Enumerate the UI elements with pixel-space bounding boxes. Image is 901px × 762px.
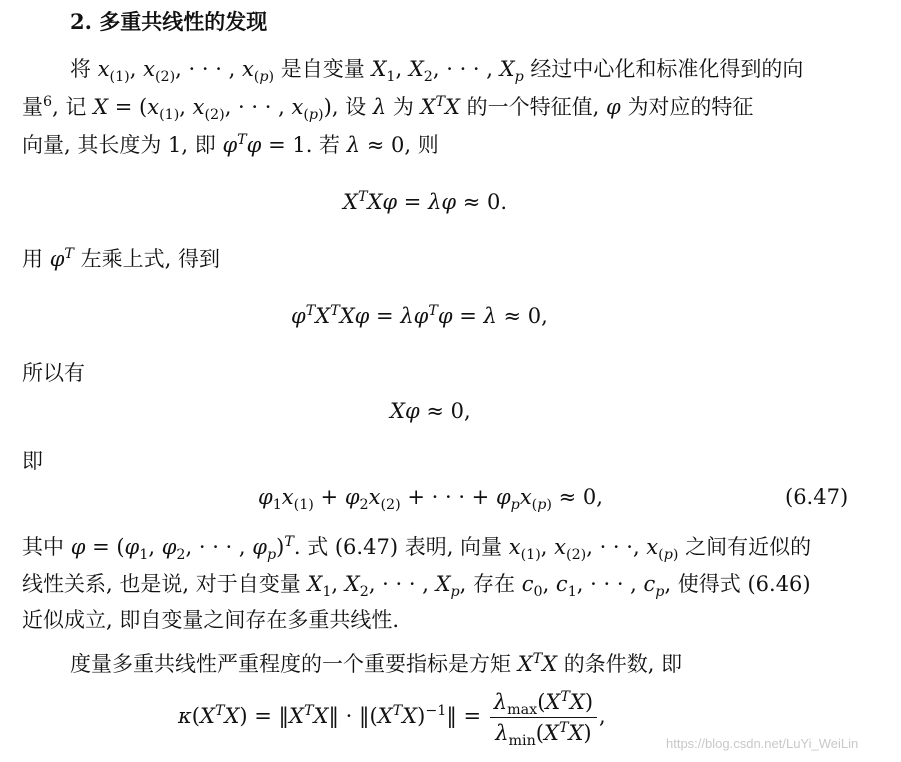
equation-3: Xφ ≈ 0,	[390, 399, 471, 423]
text: 为	[392, 95, 414, 119]
fraction: $\frac{\lambda_{max}(X^TX)}{\lambda_{min}(X^TX)}$	[490, 687, 597, 748]
footnote-marker: 6	[43, 94, 53, 111]
text: , 则	[404, 133, 439, 157]
text: 用	[22, 247, 43, 271]
equation-5: $\kappa(X^TX)$ = $‖X^TX‖$ · $‖(X^TX)^{-1}‖$ = $\frac{\lambda_{max}(X^TX)}{\lambda_{min}(X^TX)}$ ,	[178, 686, 606, 748]
equation-4: $\varphi_1x_{(1)} + \varphi_2x_{(2)}$ + · · · + $\varphi_px_{(p)} \approx 0$,	[258, 485, 603, 513]
text: , 使得式 (6.46)	[664, 572, 811, 596]
text: 将	[70, 57, 91, 81]
text: 量	[22, 95, 43, 119]
paragraph-2-line-1: 其中 $\varphi = (\varphi_1$, $\varphi_2$, · · · , $\varphi_p)^T$. 式 (6.47) 表明, 向量 $x_{(1)}$, $x_{(2)}$, · · ·, $x_{(p)}$ 之间有近似的	[22, 534, 812, 563]
text: 左乘上式, 得到	[80, 247, 220, 271]
equation-1: $X^TX\varphi = \lambda\varphi \approx 0$.	[343, 189, 508, 214]
text-so: 所以有	[22, 361, 85, 385]
text: 的条件数, 即	[563, 652, 683, 676]
equation-label: (6.47)	[785, 485, 849, 509]
text: 线性关系, 也是说, 对于自变量	[22, 572, 301, 596]
text: 向量, 其长度为 1, 即	[22, 133, 216, 157]
text: 是自变量	[280, 57, 365, 81]
text: , 记	[52, 95, 87, 119]
text: 其中	[22, 535, 64, 559]
text: , 设	[331, 95, 367, 119]
text: 为对应的特征	[627, 95, 754, 119]
paragraph-1-line-1: 将 $x_{(1)}$, $x_{(2)}$, · · · , $x_{(p)}$ 是自变量 $X_1$, $X_2$, · · · , $X_p$ 经过中心化和标准化得到的向	[70, 57, 804, 85]
text-left-multiply: 用 $\varphi^T$ 左乘上式, 得到	[22, 246, 220, 271]
text: , 存在	[459, 572, 516, 596]
text: 度量多重共线性严重程度的一个重要指标是方矩	[70, 652, 511, 676]
text-ie: 即	[22, 449, 43, 473]
paragraph-1-line-2: 量$^6$, 记 $X = (x_{(1)}$, $x_{(2)}$, · · · , $x_{(p)}$), 设 λ 为 $X^TX$ 的一个特征值, φ 为对应的特征	[22, 94, 754, 123]
paragraph-3: 度量多重共线性严重程度的一个重要指标是方矩 $X^TX$ 的条件数, 即	[70, 651, 683, 676]
paragraph-1-line-3: 向量, 其长度为 1, 即 $\varphi^T\varphi = 1$. 若 λ ≈ 0, 则	[22, 132, 439, 157]
equation-2: $\varphi^TX^TX\varphi = \lambda\varphi^T\varphi = \lambda \approx 0$,	[291, 303, 548, 328]
paragraph-2-line-2: 线性关系, 也是说, 对于自变量 $X_1$, $X_2$, · · · , $X_p$, 存在 $c_0$, $c_1$, · · · , $c_p$, 使得式 (6.46)	[22, 572, 811, 600]
watermark: https://blog.csdn.net/LuYi_WeiLin	[666, 736, 859, 751]
text: 的一个特征值,	[466, 95, 600, 119]
text: 之间有近似的	[685, 535, 812, 559]
text: . 式 (6.47) 表明, 向量	[293, 535, 503, 559]
text: 经过中心化和标准化得到的向	[530, 57, 804, 81]
section-title: 2. 多重共线性的发现	[70, 9, 268, 34]
paragraph-2-line-3: 近似成立, 即自变量之间存在多重共线性.	[22, 608, 400, 632]
text: . 若	[305, 133, 341, 157]
